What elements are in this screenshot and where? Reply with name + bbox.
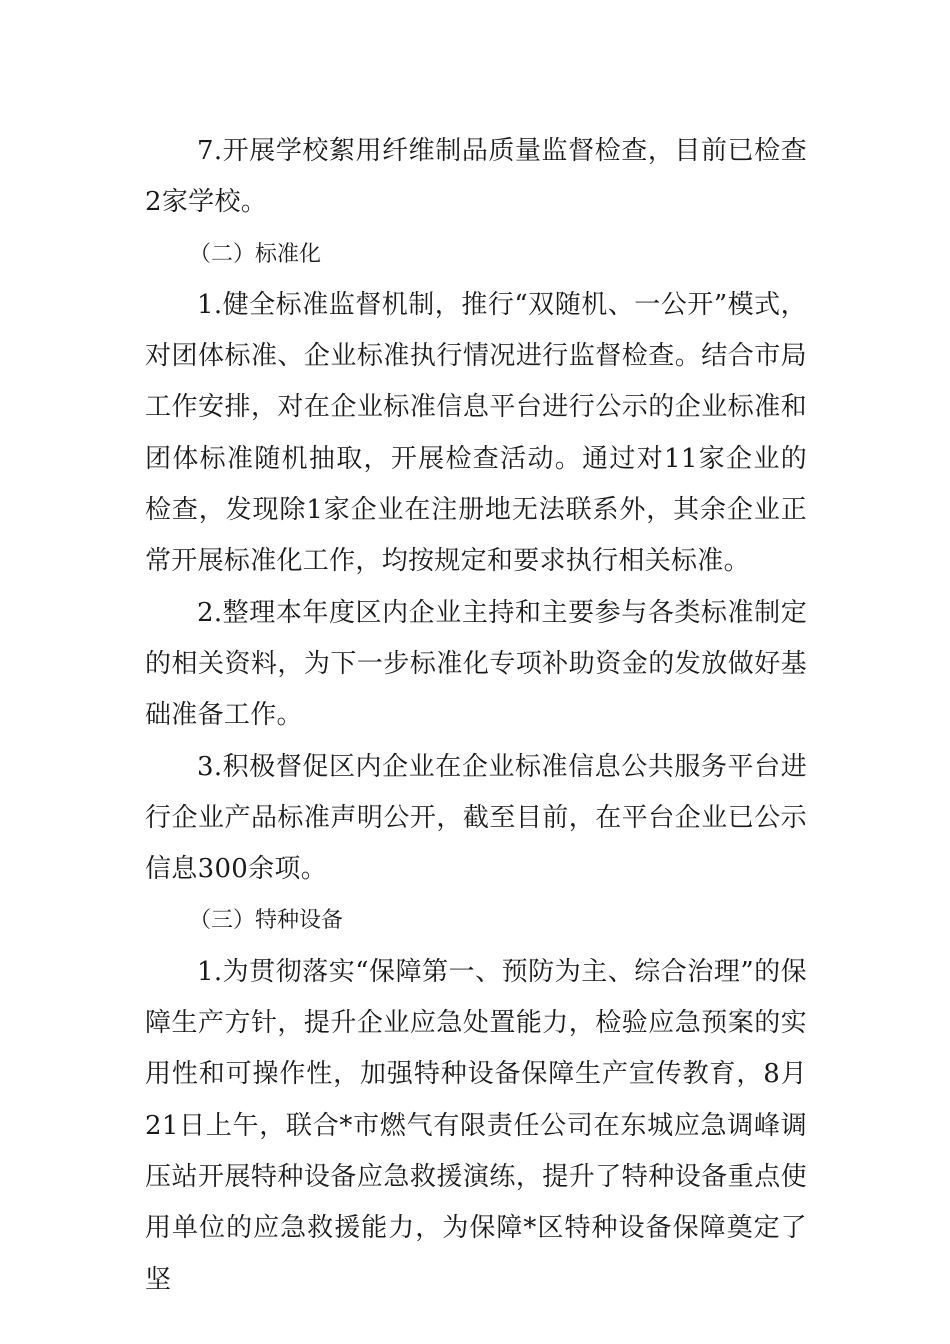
paragraph-3-standard-disclosure: 3.积极督促区内企业在企业标准信息公共服务平台进行企业产品标准声明公开，截至目前，在平台企业已公示信息300余项。 <box>145 751 807 885</box>
paragraph-1-standard-supervision: 1.健全标准监督机制，推行“双随机、一公开”模式，对团体标准、企业标准执行情况进行监督检查。结合市局工作安排，对在企业标准信息平台进行公示的企业标准和团体标准随机抽取，开展检查活动。通过对11家企业的检查，发现除1家企业在注册地无法联系外，其余企业正常开展标准化工作，均按规定和要求执行相关标准。 <box>145 289 807 577</box>
paragraph-2-standard-materials: 2.整理本年度区内企业主持和主要参与各类标准制定的相关资料，为下一步标准化专项补助资金的发放做好基础准备工作。 <box>145 597 807 731</box>
section-heading-special-equipment: （三）特种设备 <box>189 908 344 934</box>
section-heading-standardization: （二）标准化 <box>189 241 322 267</box>
paragraph-1-emergency-drill: 1.为贯彻落实“保障第一、预防为主、综合治理”的保障生产方针，提升企业应急处置能力，检验应急预案的实用性和可操作性，加强特种设备保障生产宣传教育，8月21日上午，联合*市燃气有限责任公司在东城应急调峰调压站开展特种设备应急救援演练，提升了特种设备重点使用单位的应急救援能力，为保障*区特种设备保障奠定了坚 <box>145 956 807 1295</box>
paragraph-7-school-inspection: 7.开展学校絮用纤维制品质量监督检查，目前已检查2家学校。 <box>145 136 807 218</box>
